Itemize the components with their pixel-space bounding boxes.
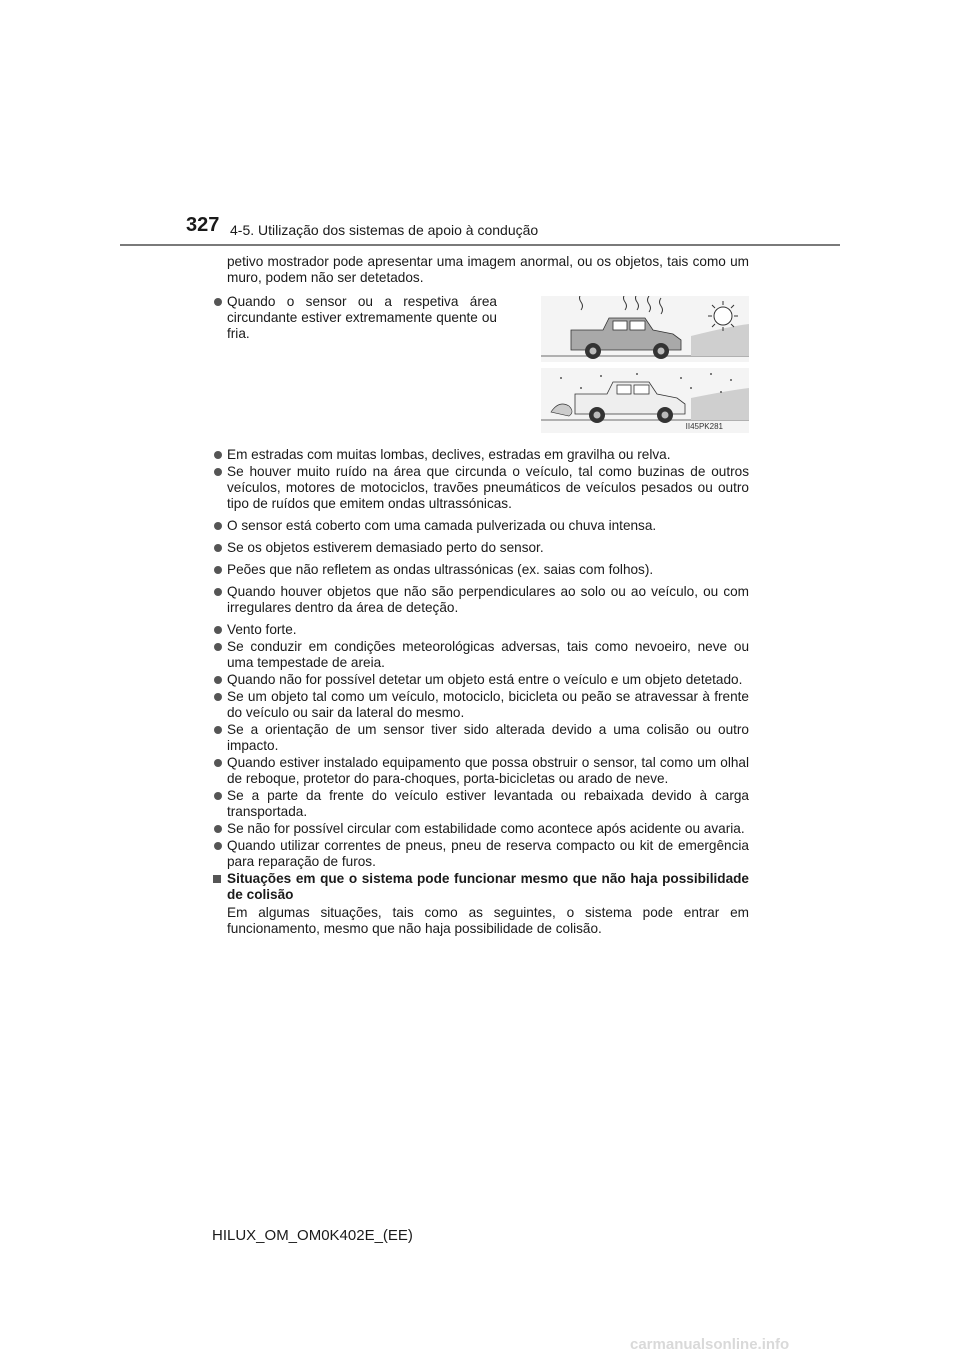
subsection-heading: Situações em que o sistema pode funcionar mesmo que não haja possibilidade de colisão [211,871,749,903]
list-item: Se um objeto tal como um veículo, motociclo, bicicleta ou peão se atravessar à frente do veículo ou sair da lateral do mesmo. [211,689,749,721]
continuation-text: petivo mostrador pode apresentar uma imagem anormal, ou os objetos, tais como um muro, podem não ser detetados. [227,254,749,285]
list-item: Quando estiver instalado equipamento que possa obstruir o sensor, tal como um olhal de reboque, protetor do para-choques, porta-bicicletas ou arado de neve. [211,755,749,787]
page-number: 327 [186,214,220,236]
list-item: Se houver muito ruído na área que circunda o veículo, tal como buzinas de outros veículos, motores de motociclos, travões pneumáticos de veículos pesados ou outro tipo de ruídos que emitem ondas ultrassónicas. [211,464,749,512]
vehicle-illustration [541,296,749,437]
hot-cold-vehicle-drawing [541,296,749,437]
watermark: carmanualsonline.info [630,1336,790,1353]
list-item: Se os objetos estiverem demasiado perto do sensor. [211,540,749,556]
section-title: 4-5. Utilização dos sistemas de apoio à condução [230,222,539,238]
list-item: Quando não for possível detetar um objeto está entre o veículo e um objeto detetado. [211,672,749,688]
list-item: Se a parte da frente do veículo estiver levantada ou rebaixada devido à carga transportada. [211,788,749,820]
list-item: Quando houver objetos que não são perpendiculares ao solo ou ao veículo, ou com irregulares dentro da área de deteção. [211,584,749,616]
list-item: Se conduzir em condições meteorológicas adversas, tais como nevoeiro, neve ou uma tempestade de areia. [211,639,749,671]
figure-row [211,294,749,437]
list-item: Se não for possível circular com estabilidade como acontece após acidente ou avaria. [211,821,749,837]
body-text: Em algumas situações, tais como as seguintes, o sistema pode entrar em funcionamento, mesmo que não haja possibilidade de colisão. [227,905,749,936]
list-item: Vento forte. [211,622,749,638]
figure-code: II45PK281 [685,422,723,431]
footer-code: HILUX_OM_OM0K402E_(EE) [212,1227,413,1244]
list-item: Se a orientação de um sensor tiver sido alterada devido a uma colisão ou outro impacto. [211,722,749,754]
list-item: Quando utilizar correntes de pneus, pneu de reserva compacto ou kit de emergência para reparação de furos. [211,838,749,870]
page-content [211,254,749,937]
figure-bullet: Quando o sensor ou a respetiva área circundante estiver extremamente quente ou fria. [211,294,497,431]
list-item: Em estradas com muitas lombas, declives, estradas em gravilha ou relva. [211,447,749,463]
header-divider [120,244,840,246]
list-item: Peões que não refletem as ondas ultrassónicas (ex. saias com folhos). [211,562,749,578]
list-item: O sensor está coberto com uma camada pulverizada ou chuva intensa. [211,518,749,534]
